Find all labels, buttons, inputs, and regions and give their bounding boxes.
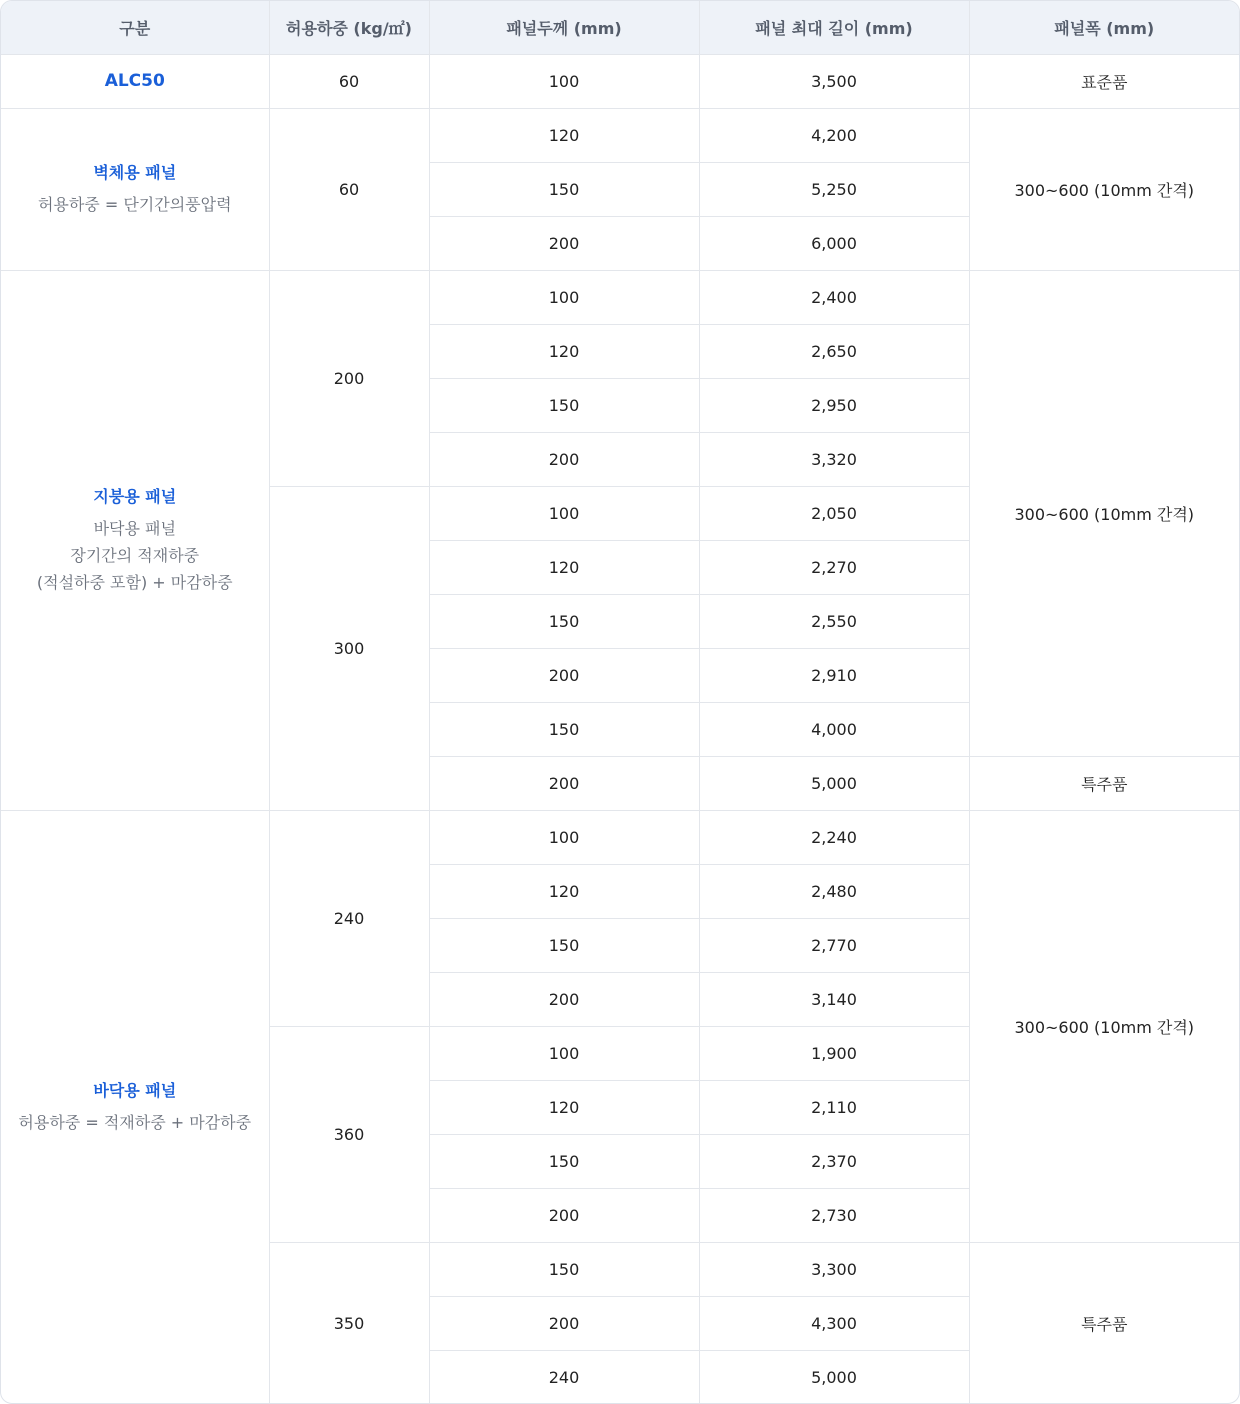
length-cell: 2,770 [699, 918, 969, 972]
length-cell: 2,480 [699, 864, 969, 918]
thickness-cell: 150 [429, 1134, 699, 1188]
width-cell: 300~600 (10mm 간격) [969, 270, 1239, 756]
length-cell: 2,270 [699, 540, 969, 594]
category-alc50 [1, 54, 269, 108]
thickness-cell: 240 [429, 1350, 699, 1404]
load-cell: 360 [269, 1026, 429, 1242]
thickness-cell: 150 [429, 378, 699, 432]
header-panel-max-length: 패널 최대 길이 (mm) [699, 1, 969, 54]
thickness-cell: 150 [429, 594, 699, 648]
load-cell: 240 [269, 810, 429, 1026]
thickness-cell: 100 [429, 1026, 699, 1080]
thickness-cell: 200 [429, 216, 699, 270]
header-panel-width: 패널폭 (mm) [969, 1, 1239, 54]
length-cell: 5,000 [699, 1350, 969, 1404]
roof-desc-line: 장기간의 적재하중 [70, 546, 200, 565]
width-cell: 300~600 (10mm 간격) [969, 810, 1239, 1242]
header-category: 구분 [1, 1, 269, 54]
load-cell: 60 [269, 108, 429, 270]
length-cell: 2,240 [699, 810, 969, 864]
length-cell: 2,110 [699, 1080, 969, 1134]
thickness-cell: 150 [429, 1242, 699, 1296]
length-cell: 5,250 [699, 162, 969, 216]
length-cell: 4,300 [699, 1296, 969, 1350]
thickness-cell: 120 [429, 1080, 699, 1134]
alc50-label: ALC50 [104, 71, 165, 91]
thickness-cell: 120 [429, 540, 699, 594]
length-cell: 3,320 [699, 432, 969, 486]
category-floor-panel [1, 810, 269, 1404]
thickness-cell: 200 [429, 972, 699, 1026]
length-cell: 2,550 [699, 594, 969, 648]
thickness-cell: 200 [429, 648, 699, 702]
length-cell: 1,900 [699, 1026, 969, 1080]
load-cell: 60 [269, 54, 429, 108]
length-cell: 6,000 [699, 216, 969, 270]
thickness-cell: 100 [429, 810, 699, 864]
thickness-cell: 200 [429, 1188, 699, 1242]
load-cell: 300 [269, 486, 429, 810]
roof-panel-description [1, 515, 269, 596]
thickness-cell: 200 [429, 756, 699, 810]
alc-panel-spec-table [1, 1, 1239, 1404]
length-cell: 5,000 [699, 756, 969, 810]
category-roof-panel [1, 270, 269, 810]
thickness-cell: 150 [429, 162, 699, 216]
header-panel-thickness: 패널두께 (mm) [429, 1, 699, 54]
table-row [1, 810, 1239, 864]
length-cell: 2,400 [699, 270, 969, 324]
thickness-cell: 100 [429, 54, 699, 108]
load-cell: 200 [269, 270, 429, 486]
length-cell: 2,950 [699, 378, 969, 432]
width-cell-special: 특주품 [969, 756, 1239, 810]
roof-desc-line: 바닥용 패널 [93, 519, 176, 538]
thickness-cell: 200 [429, 432, 699, 486]
length-cell: 2,050 [699, 486, 969, 540]
thickness-cell: 120 [429, 864, 699, 918]
thickness-cell: 150 [429, 702, 699, 756]
length-cell: 3,500 [699, 54, 969, 108]
length-cell: 4,200 [699, 108, 969, 162]
length-cell: 2,910 [699, 648, 969, 702]
header-allowable-load: 허용하중 (kg/㎡) [269, 1, 429, 54]
length-cell: 2,650 [699, 324, 969, 378]
thickness-cell: 150 [429, 918, 699, 972]
width-cell-special: 특주품 [1081, 1314, 1128, 1334]
category-wall-panel [1, 108, 269, 270]
roof-panel-title: 지붕용 패널 [93, 487, 177, 506]
length-cell: 2,730 [699, 1188, 969, 1242]
floor-panel-title: 바닥용 패널 [93, 1081, 177, 1101]
length-cell: 3,140 [699, 972, 969, 1026]
table-row [1, 108, 1239, 162]
width-cell: 300~600 (10mm 간격) [969, 108, 1239, 270]
thickness-cell: 200 [429, 1296, 699, 1350]
length-cell: 3,300 [699, 1242, 969, 1296]
wall-panel-description: 허용하중 = 단기간의풍압력 [37, 195, 232, 214]
roof-desc-line: (적설하중 포함) + 마감하중 [36, 573, 233, 592]
length-cell: 4,000 [699, 702, 969, 756]
thickness-cell: 100 [429, 270, 699, 324]
wall-panel-title: 벽체용 패널 [93, 163, 177, 182]
table-row [1, 270, 1239, 324]
length-cell: 2,370 [699, 1134, 969, 1188]
thickness-cell: 120 [429, 108, 699, 162]
load-cell: 350 [269, 1242, 429, 1404]
floor-panel-description: 허용하중 = 적재하중 + 마감하중 [18, 1113, 252, 1133]
thickness-cell: 120 [429, 324, 699, 378]
thickness-cell: 100 [429, 486, 699, 540]
width-cell: 표준품 [969, 54, 1239, 108]
table-row [1, 54, 1239, 108]
header-row [1, 1, 1239, 54]
